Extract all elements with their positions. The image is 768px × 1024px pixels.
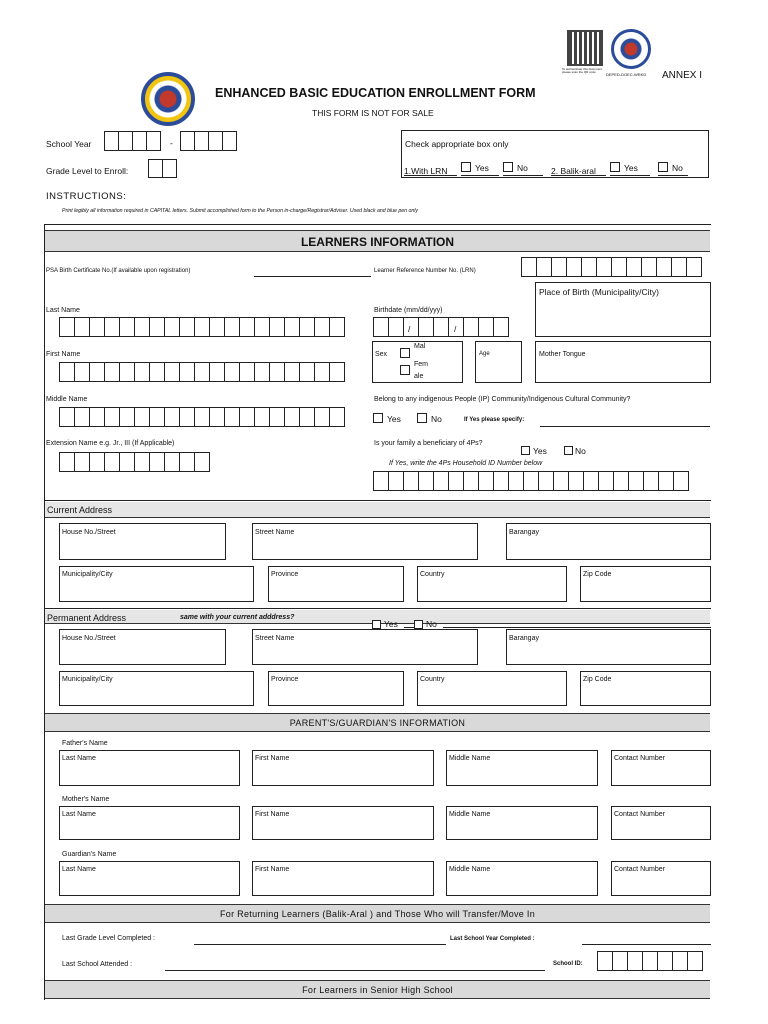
age-field[interactable] [475,341,522,383]
last-sy-field[interactable] [582,944,711,945]
doc-code: DEPED-DOEC-WRKD [606,72,647,77]
guardian-first-name-label: First Name [255,866,290,873]
last-grade-field[interactable] [194,944,446,945]
annex-label: ANNEX I [662,70,703,81]
extension-name-label: Extension Name e.g. Jr., III (If Applicable) [46,440,175,447]
permanent-street-label: Street Name [255,635,295,642]
lrn-label: Learner Reference Number No. (LRN) [374,268,476,274]
balik-aral-no-label: No [672,163,683,173]
first-name-boxes[interactable] [59,362,344,382]
same-address-yes-checkbox[interactable] [372,620,381,629]
middle-name-boxes[interactable] [59,407,344,427]
fourps-question-label: Is your family a beneficiary of 4Ps? [374,440,483,447]
mother-tongue-label: Mother Tongue [539,351,586,358]
father-last-name-label: Last Name [62,755,96,762]
age-label: Age [479,351,490,357]
male-checkbox[interactable] [400,348,410,358]
current-street-label: Street Name [255,529,295,536]
deped-seal-right-icon [611,29,651,69]
permanent-municipality-label: Municipality/City [62,676,113,683]
last-name-boxes[interactable] [59,317,344,337]
permanent-province-label: Province [271,676,299,683]
psa-label: PSA Birth Certificate No.(If available upon registration) [46,268,191,274]
birthdate-slash-2: / [454,324,457,334]
psa-field[interactable] [254,276,371,277]
mother-last-name-label: Last Name [62,811,96,818]
form-title: ENHANCED BASIC EDUCATION ENROLLMENT FORM [215,86,536,100]
permanent-address-title: Permanent Address [47,613,127,623]
instructions-text: Print legibly all information required in CAPITAL letters. Submit accomplished form to the Person in-charge/Registrar/Adviser. Used black and blue pen only [62,208,418,214]
shs-band: For Learners in Senior High School [45,980,710,999]
father-contact-label: Contact Number [614,755,665,762]
ip-yes-label: Yes [387,414,401,424]
school-year-label: School Year [46,139,92,149]
mother-tongue-field[interactable] [535,341,711,383]
permanent-house-label: House No./Street [62,635,116,642]
mother-first-name-label: First Name [255,811,290,818]
birthdate-boxes[interactable] [373,317,508,337]
guardian-name-label: Guardian's Name [62,851,117,858]
deped-seal-left-icon [141,72,195,126]
guardian-last-name-label: Last Name [62,866,96,873]
last-name-label: Last Name [46,307,80,314]
fourps-yes-checkbox[interactable] [521,446,530,455]
school-id-boxes[interactable] [597,951,702,971]
same-address-question: same with your current adddress? [180,614,295,621]
returning-band: For Returning Learners (Balik-Aral ) and Those Who will Transfer/Move In [45,904,710,923]
place-of-birth-label: Place of Birth (Municipality/City) [539,287,659,297]
female-label-2: ale [414,373,424,380]
male-label: Mal [414,343,426,350]
fourps-no-label: No [575,446,586,456]
balik-aral-no-checkbox[interactable] [658,162,668,172]
fourps-id-boxes[interactable] [373,471,688,491]
sex-label: Sex [375,351,388,358]
with-lrn-yes-label: Yes [475,163,489,173]
qr-code [567,30,603,66]
permanent-barangay-label: Barangay [509,635,539,642]
current-municipality-label: Municipality/City [62,571,113,578]
fourps-yes-label: Yes [533,446,547,456]
ip-no-label: No [431,414,442,424]
current-province-label: Province [271,571,299,578]
form-subtitle: THIS FORM IS NOT FOR SALE [312,108,434,118]
guardian-middle-name-label: Middle Name [449,866,491,873]
same-address-yes-label: Yes [384,619,398,629]
current-address-band [45,502,710,518]
learners-info-band: LEARNERS INFORMATION [45,230,710,252]
mother-name-label: Mother's Name [62,796,110,803]
first-name-label: First Name [46,351,81,358]
current-address-title: Current Address [47,505,113,515]
grade-level-boxes[interactable] [148,159,176,178]
lrn-boxes[interactable] [521,257,701,277]
balik-aral-yes-label: Yes [624,163,638,173]
guardian-contact-label: Contact Number [614,866,665,873]
father-name-label: Father's Name [62,740,108,747]
guardian-band: PARENT'S/GUARDIAN'S INFORMATION [45,713,710,732]
last-school-label: Last School Attended : [62,961,133,968]
check-box-only-label: Check appropriate box only [405,139,509,149]
with-lrn-label: 1.With LRN [404,166,448,176]
ip-specify-label: If Yes please specify: [464,417,525,423]
female-checkbox[interactable] [400,365,410,375]
fourps-note-label: If Yes, write the 4Ps Household ID Number below [389,460,543,467]
birthdate-slash-1: / [408,324,411,334]
middle-name-label: Middle Name [46,396,88,403]
ip-question-label: Belong to any indigenous People (IP) Community/Indigenous Cultural Community? [374,396,631,403]
same-address-no-checkbox[interactable] [414,620,423,629]
grade-level-label: Grade Level to Enroll: [46,166,129,176]
mother-middle-name-label: Middle Name [449,811,491,818]
balik-aral-label: 2. Balik-aral [551,166,596,176]
female-label-1: Fem [414,361,428,368]
balik-aral-yes-checkbox[interactable] [610,162,620,172]
with-lrn-yes-checkbox[interactable] [461,162,471,172]
last-school-field[interactable] [165,970,545,971]
same-address-no-label: No [426,619,437,629]
qr-caption: To authenticate this document, please scan the QR code [562,67,603,74]
school-year-end-boxes[interactable] [180,131,236,151]
with-lrn-no-label: No [517,163,528,173]
current-zip-label: Zip Code [583,571,612,578]
current-country-label: Country [420,571,445,578]
fourps-no-checkbox[interactable] [564,446,573,455]
father-first-name-label: First Name [255,755,290,762]
current-house-label: House No./Street [62,529,116,536]
last-sy-label: Last School Year Completed : [450,936,535,942]
school-year-dash: - [170,138,173,148]
instructions-heading: INSTRUCTIONS: [46,191,127,202]
ip-no-checkbox[interactable] [417,413,427,423]
last-grade-label: Last Grade Level Completed : [62,935,155,942]
permanent-country-label: Country [420,676,445,683]
extension-name-boxes[interactable] [59,452,209,472]
school-year-start-boxes[interactable] [104,131,160,151]
mother-contact-label: Contact Number [614,811,665,818]
birthdate-label: Birthdate (mm/dd/yyy) [374,307,443,314]
with-lrn-no-checkbox[interactable] [503,162,513,172]
ip-specify-field[interactable] [540,426,710,427]
father-middle-name-label: Middle Name [449,755,491,762]
school-id-label: School ID: [553,961,583,967]
current-barangay-label: Barangay [509,529,539,536]
ip-yes-checkbox[interactable] [373,413,383,423]
permanent-zip-label: Zip Code [583,676,612,683]
